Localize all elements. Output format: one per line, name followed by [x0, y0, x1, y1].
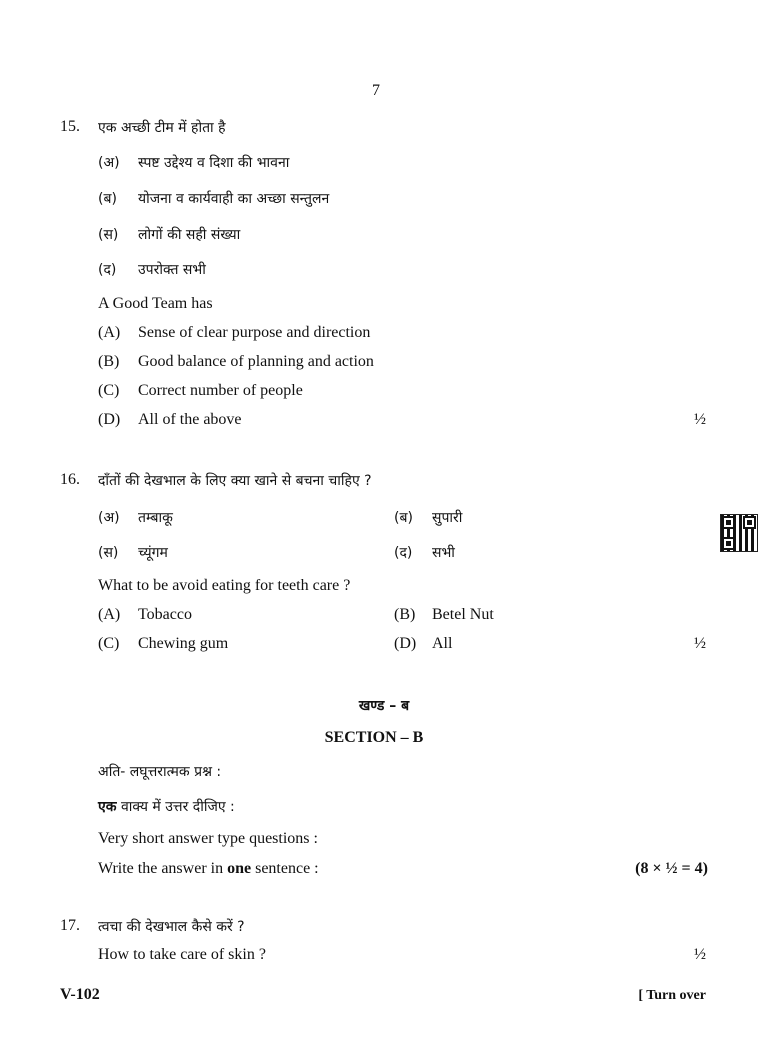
section-instruction-hindi	[98, 797, 235, 816]
q16-hi-opt-c-label: (स)	[98, 545, 119, 561]
q16-en-opt-c-text: Chewing gum	[138, 635, 229, 652]
q17-marks: ½	[694, 946, 706, 963]
instruction-english-bold: one	[227, 860, 252, 877]
q16-en-opt-d-text: All	[432, 635, 453, 652]
q16-hi-opt-d-label: (द)	[394, 545, 413, 561]
q15-en-opt-c-text: Correct number of people	[138, 382, 303, 399]
q16-en-opt-a-text: Tobacco	[138, 606, 192, 623]
q16-hi-opt-a-label: (अ)	[98, 510, 120, 526]
q16-hi-opt-b-text: सुपारी	[432, 510, 463, 526]
q15-en-opt-c-label: (C)	[98, 382, 120, 399]
q16-en-opt-c-label: (C)	[98, 635, 120, 652]
section-type-hindi: अति- लघूत्तरात्मक प्रश्न :	[98, 764, 222, 780]
section-instruction-english	[98, 860, 319, 878]
q15-number: 15.	[60, 118, 80, 135]
q16-marks: ½	[694, 635, 706, 652]
instruction-english-post: sentence :	[251, 860, 319, 877]
q16-hi-opt-d-text: सभी	[432, 545, 455, 561]
instruction-hindi-rest: वाक्य में उत्तर दीजिए :	[116, 799, 235, 815]
q15-hindi-question: एक अच्छी टीम में होता है	[98, 120, 226, 136]
q15-hi-opt-b-label: (ब)	[98, 191, 117, 207]
q16-hi-opt-b-label: (ब)	[394, 510, 413, 526]
q15-en-opt-a-text: Sense of clear purpose and direction	[138, 324, 371, 341]
page-number: 7	[372, 82, 380, 99]
q15-hi-opt-a-text: स्पष्ट उद्देश्य व दिशा की भावना	[138, 155, 290, 171]
q15-english-question: A Good Team has	[98, 295, 213, 312]
q16-hindi-question: दाँतों की देखभाल के लिए क्या खाने से बचना चाहिए ?	[98, 473, 372, 489]
q15-en-opt-d-label: (D)	[98, 411, 121, 428]
q15-marks: ½	[694, 411, 706, 428]
q15-hi-opt-c-text: लोगों की सही संख्या	[138, 227, 241, 243]
turn-over-label: [ Turn over	[638, 988, 706, 1003]
q16-hi-opt-a-text: तम्बाकू	[138, 510, 173, 526]
q17-english-question: How to take care of skin ?	[98, 946, 266, 963]
q16-en-opt-d-label: (D)	[394, 635, 417, 652]
section-title-hindi: खण्ड – ब	[358, 698, 410, 714]
q15-en-opt-d-text: All of the above	[138, 411, 242, 428]
q15-en-opt-a-label: (A)	[98, 324, 121, 341]
section-marks: (8 × ½ = 4)	[635, 860, 708, 877]
q17-number: 17.	[60, 917, 80, 934]
q15-hi-opt-c-label: (स)	[98, 227, 119, 243]
q15-hi-opt-a-label: (अ)	[98, 155, 120, 171]
q16-hi-opt-c-text: च्यूंगम	[138, 545, 168, 561]
q15-en-opt-b-text: Good balance of planning and action	[138, 353, 374, 370]
q15-en-opt-b-label: (B)	[98, 353, 120, 370]
section-type-english: Very short answer type questions :	[98, 830, 318, 847]
qr-code-icon	[720, 514, 758, 552]
q15-hi-opt-d-text: उपरोक्त सभी	[138, 262, 206, 278]
q17-hindi-question: त्वचा की देखभाल कैसे करें ?	[98, 919, 245, 935]
q16-en-opt-b-label: (B)	[394, 606, 416, 623]
instruction-hindi-bold: एक	[98, 799, 117, 815]
q16-en-opt-b-text: Betel Nut	[432, 606, 494, 623]
instruction-english-pre: Write the answer in	[98, 860, 228, 877]
q16-number: 16.	[60, 471, 80, 488]
q15-hi-opt-b-text: योजना व कार्यवाही का अच्छा सन्तुलन	[138, 191, 330, 207]
q16-en-opt-a-label: (A)	[98, 606, 121, 623]
q16-english-question: What to be avoid eating for teeth care ?	[98, 577, 351, 594]
q15-hi-opt-d-label: (द)	[98, 262, 117, 278]
section-title-english: SECTION – B	[324, 729, 424, 746]
paper-code: V-102	[60, 986, 100, 1003]
